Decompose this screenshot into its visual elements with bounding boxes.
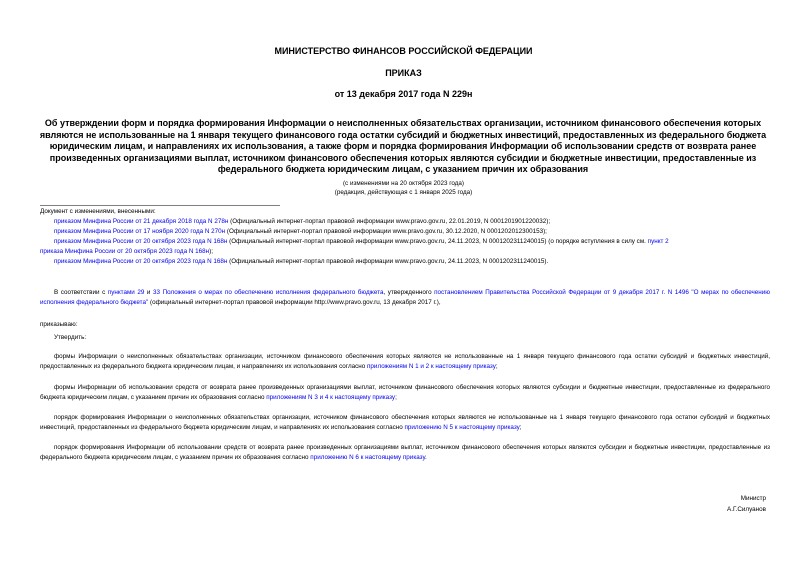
- preamble-text: В соответствии с: [54, 289, 108, 296]
- order-word: приказываю:: [40, 321, 78, 328]
- preamble-link-regulation[interactable]: 33 Положения о мерах по обеспечению исполнения федерального бюджета: [153, 289, 384, 296]
- change-clause-link[interactable]: пункт 2: [647, 238, 669, 246]
- preamble-text: , утвержденного: [383, 289, 435, 296]
- item-text: формы Информации о неисполненных обязательствах организации, источником финансового обеспечения которых являются не использованные на 1 января текущего финансового года остатки субсидий и бюджетных инвестиций, предоставленных из федерального бюджета юридическим лицам, и направлениях их использования согласно: [40, 353, 770, 371]
- change-item: [40, 217, 780, 227]
- document-title: Об утверждении форм и порядка формирования Информации о неисполненных обязательствах организации, источником финансового обеспечения которых являются не использованные на 1 января текущего финансового года остатки субсидий и бюджетных инвестиций, предоставленных из федерального бюджета юридическим лицам, и направлениях их использования, а также форм и порядка формирования Информации об использовании средств от возврата ранее произведенных организациями выплат, источником финансового обеспечения которых являются субсидии и бюджетные инвестиции, предоставленные из федерального бюджета юридическим лицам, с указанием причин их образования: [39, 118, 767, 175]
- change-link[interactable]: приказом Минфина России от 21 декабря 2018 года N 278н: [54, 218, 229, 226]
- change-order-link[interactable]: приказа Минфина России от 20 октября 2023 года N 168н: [40, 248, 210, 256]
- change-source: (Официальный интернет-портал правовой информации www.pravo.gov.ru, 30.12.2020, N 0001202012300153);: [225, 228, 547, 236]
- signer-position: Министр: [740, 495, 766, 502]
- item-tail: ;: [495, 363, 498, 371]
- approval-item: [40, 443, 770, 463]
- change-source: (Официальный интернет-портал правовой информации www.pravo.gov.ru, 22.01.2019, N 0001201901220032);: [228, 218, 551, 226]
- approve-word: Утвердить:: [54, 334, 87, 341]
- preamble-text: (официальный интернет-портал правовой информации http://www.pravo.gov.ru, 13 декабря 2017 г.),: [148, 299, 441, 307]
- changes-intro: Документ с изменениями, внесенными:: [40, 208, 156, 215]
- appendix-link[interactable]: приложению N 6 к настоящему приказу: [310, 454, 425, 462]
- signer-name: А.Г.Силуанов: [727, 506, 766, 513]
- item-tail: ;: [519, 424, 522, 432]
- approval-item: [40, 413, 770, 433]
- change-source: (Официальный интернет-портал правовой информации www.pravo.gov.ru, 24.11.2023, N 0001202311240015) (о порядке вступления в силу см.: [227, 238, 648, 246]
- change-item: [40, 257, 780, 267]
- appendix-link[interactable]: приложениям N 1 и 2 к настоящему приказу: [367, 363, 496, 371]
- change-source: (Официальный интернет-портал правовой информации www.pravo.gov.ru, 24.11.2023, N 0001202311240015).: [227, 258, 549, 266]
- preamble-link-resolution[interactable]: постановлением Правительства Российской Федерации от 9 декабря 2017 г. N 1496 "О мерах по обеспечению исполнения федерального бюджета": [40, 289, 770, 307]
- preamble: [40, 288, 770, 308]
- preamble-text: и: [144, 289, 154, 296]
- preamble-link-points[interactable]: пунктами 29: [107, 289, 145, 296]
- changes-note: (с изменениями на 20 октября 2023 года): [342, 180, 465, 187]
- change-link[interactable]: приказом Минфина России от 20 октября 2023 года N 168н: [54, 258, 228, 266]
- change-link[interactable]: приказом Минфина России от 17 ноября 2020 года N 270н: [54, 228, 226, 236]
- item-text: формы Информации об использовании средств от возврата ранее произведенных организациями выплат, источником финансового обеспечения которых являются субсидии и бюджетные инвестиции, предоставленные из федерального бюджета юридическим лицам, с указанием причин их образования согласно: [40, 384, 770, 402]
- change-item: [40, 237, 780, 247]
- item-tail: ;: [395, 394, 397, 402]
- appendix-link[interactable]: приложениям N 3 и 4 к настоящему приказу: [266, 394, 396, 402]
- change-source-end: );: [209, 248, 213, 256]
- approval-item: [40, 352, 770, 372]
- appendix-link[interactable]: приложению N 5 к настоящему приказу: [404, 424, 520, 432]
- divider: [40, 205, 280, 206]
- approval-item: [40, 383, 770, 403]
- item-text: порядок формирования Информации о неисполненных обязательствах организации, источником финансового обеспечения которых являются не использованные на 1 января текущего финансового года остатки субсидий и бюджетных инвестиций, предоставленных из федерального бюджета юридическим лицам, и направлениях их использования согласно: [40, 414, 770, 432]
- change-item: [40, 227, 780, 237]
- item-text: порядок формирования Информации об использовании средств от возврата ранее произведенных организациями выплат, источником финансового обеспечения которых являются субсидии и бюджетные инвестиции, предоставленные из федерального бюджета юридическим лицам, с указанием причин их образования согласно: [40, 444, 770, 462]
- change-link[interactable]: приказом Минфина России от 20 октября 2023 года N 168н: [54, 238, 228, 246]
- item-tail: .: [424, 454, 427, 462]
- document-date-number: от 13 декабря 2017 года N 229н: [334, 89, 473, 99]
- changes-list: [40, 207, 780, 268]
- change-item-continued: [40, 247, 780, 257]
- ministry-name: МИНИСТЕРСТВО ФИНАНСОВ РОССИЙСКОЙ ФЕДЕРАЦИИ: [274, 46, 533, 56]
- edition-note: (редакция, действующая с 1 января 2025 года): [334, 189, 473, 196]
- document-type: ПРИКАЗ: [385, 68, 422, 78]
